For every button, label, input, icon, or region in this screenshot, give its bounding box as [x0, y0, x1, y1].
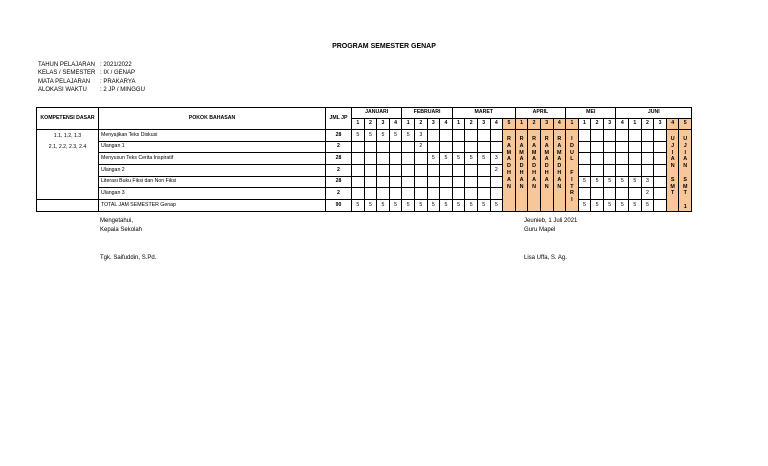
week-value-cell — [465, 130, 478, 142]
meta-row — [38, 61, 145, 69]
header-month: JANUARI — [352, 108, 402, 119]
week-value-cell: 5 — [616, 176, 629, 188]
holiday-label: R A M A D H A N — [519, 136, 524, 190]
week-value-cell — [477, 141, 490, 153]
week-value-cell: 5 — [490, 200, 503, 212]
week-value-cell — [427, 165, 440, 177]
week-value-cell — [490, 130, 503, 142]
week-value-cell — [452, 176, 465, 188]
week-value-cell — [402, 153, 415, 165]
week-value-cell — [616, 130, 629, 142]
week-value-cell — [389, 165, 402, 177]
holiday-cell — [528, 130, 541, 212]
week-value-cell — [591, 130, 604, 142]
week-value-cell — [578, 165, 591, 177]
jml-jp-cell: 28 — [326, 176, 352, 188]
week-value-cell: 5 — [603, 200, 616, 212]
header-kompetensi-dasar: KOMPETENSI DASAR — [37, 108, 99, 130]
table-row — [37, 130, 692, 142]
week-value-cell — [364, 165, 377, 177]
signature-left-line2: Kepala Sekolah — [100, 227, 143, 233]
week-value-cell: 5 — [465, 153, 478, 165]
holiday-label: R A M A D H A N — [544, 136, 549, 190]
week-value-cell — [377, 176, 390, 188]
holiday-label: R A M A D H A N — [506, 136, 512, 190]
week-value-cell — [452, 188, 465, 200]
meta-label: ALOKASI WAKTU — [38, 87, 87, 94]
week-value-cell — [465, 165, 478, 177]
header-week: 5 — [679, 119, 692, 130]
week-value-cell — [591, 188, 604, 200]
meta-row — [38, 69, 145, 77]
header-month: FEBRUARI — [402, 108, 452, 119]
holiday-label: R A M A D H A N — [557, 136, 562, 190]
holiday-label: R A M A D H A N — [531, 136, 537, 190]
holiday-cell — [566, 130, 579, 212]
week-value-cell: 3 — [490, 153, 503, 165]
week-value-cell — [629, 153, 642, 165]
week-value-cell — [629, 141, 642, 153]
pokok-bahasan-cell: TOTAL JAM SEMESTER Genap — [99, 200, 326, 212]
pokok-bahasan-cell: Literasi Buku Fiksi dan Non Fiksi — [99, 176, 326, 188]
header-week: 1 — [402, 119, 415, 130]
header-month: JUNI — [616, 108, 692, 119]
header-month: MARET — [452, 108, 515, 119]
week-value-cell — [364, 141, 377, 153]
week-value-cell — [654, 200, 667, 212]
holiday-label: U J I A N S M T 1 — [682, 136, 688, 210]
week-value-cell — [440, 176, 453, 188]
header-week: 1 — [352, 119, 365, 130]
pokok-bahasan-cell: Ulangan 1 — [99, 141, 326, 153]
week-value-cell — [452, 130, 465, 142]
signature-right-name: Lisa Uffa, S. Ag. — [524, 255, 567, 261]
week-value-cell — [440, 141, 453, 153]
week-value-cell — [364, 153, 377, 165]
week-value-cell — [427, 176, 440, 188]
page-title: PROGRAM SEMESTER GENAP — [332, 43, 436, 50]
header-week: 2 — [364, 119, 377, 130]
signature-left-name: Tgk. Saifuddin, S.Pd. — [100, 255, 157, 261]
holiday-cell — [540, 130, 553, 212]
meta-label: TAHUN PELAJARAN — [38, 62, 95, 68]
week-value-cell: 3 — [414, 130, 427, 142]
signature-right — [524, 217, 577, 235]
jml-jp-cell: 2 — [326, 141, 352, 153]
week-value-cell — [603, 141, 616, 153]
week-value-cell: 5 — [377, 200, 390, 212]
kompetensi-dasar-item: 2.1, 2.2, 2.3, 2.4 — [48, 144, 87, 151]
week-value-cell: 5 — [389, 200, 402, 212]
jml-jp-cell: 2 — [326, 188, 352, 200]
pokok-bahasan-cell: Ulangan 2 — [99, 165, 326, 177]
header-week: 3 — [603, 119, 616, 130]
signature-left — [100, 217, 142, 235]
week-value-cell: 5 — [629, 200, 642, 212]
holiday-cell — [679, 130, 692, 212]
week-value-cell — [654, 165, 667, 177]
week-value-cell: 5 — [578, 200, 591, 212]
document-meta — [38, 61, 145, 95]
week-value-cell: 5 — [440, 200, 453, 212]
jml-jp-cell: 28 — [326, 153, 352, 165]
header-week: 1 — [629, 119, 642, 130]
week-value-cell — [641, 141, 654, 153]
header-week: 3 — [654, 119, 667, 130]
week-value-cell — [364, 176, 377, 188]
schedule-table — [36, 107, 692, 212]
week-value-cell: 5 — [352, 200, 365, 212]
week-value-cell — [352, 176, 365, 188]
table-row — [37, 200, 692, 212]
table-row — [37, 188, 692, 200]
week-value-cell: 5 — [629, 176, 642, 188]
week-value-cell — [654, 141, 667, 153]
week-value-cell — [389, 153, 402, 165]
header-week: 3 — [540, 119, 553, 130]
week-value-cell — [465, 176, 478, 188]
header-week: 4 — [389, 119, 402, 130]
week-value-cell: 3 — [641, 176, 654, 188]
week-value-cell — [603, 165, 616, 177]
header-week: 3 — [377, 119, 390, 130]
week-value-cell: 2 — [414, 141, 427, 153]
meta-value: : IX / GENAP — [100, 70, 136, 77]
week-value-cell — [352, 141, 365, 153]
week-value-cell — [389, 141, 402, 153]
header-week: 4 — [553, 119, 566, 130]
week-value-cell — [427, 188, 440, 200]
header-week: 3 — [427, 119, 440, 130]
week-value-cell: 5 — [402, 200, 415, 212]
meta-label: MATA PELAJARAN — [38, 78, 91, 85]
kompetensi-dasar-cell — [37, 130, 99, 200]
table-row — [37, 141, 692, 153]
week-value-cell — [654, 176, 667, 188]
week-value-cell — [490, 141, 503, 153]
header-week: 4 — [616, 119, 629, 130]
week-value-cell — [452, 165, 465, 177]
week-value-cell — [477, 130, 490, 142]
holiday-cell — [553, 130, 566, 212]
week-value-cell — [389, 188, 402, 200]
week-value-cell: 5 — [377, 130, 390, 142]
week-value-cell — [477, 176, 490, 188]
week-value-cell — [578, 141, 591, 153]
jml-jp-cell: 90 — [326, 200, 352, 212]
week-value-cell — [654, 188, 667, 200]
week-value-cell — [603, 188, 616, 200]
header-week: 4 — [490, 119, 503, 130]
week-value-cell — [414, 165, 427, 177]
header-week: 1 — [578, 119, 591, 130]
week-value-cell — [629, 188, 642, 200]
week-value-cell — [490, 176, 503, 188]
week-value-cell — [629, 130, 642, 142]
header-week: 4 — [666, 119, 679, 130]
header-week: 2 — [528, 119, 541, 130]
week-value-cell — [440, 165, 453, 177]
week-value-cell — [616, 153, 629, 165]
header-week: 2 — [641, 119, 654, 130]
meta-row — [38, 86, 145, 94]
week-value-cell: 5 — [389, 130, 402, 142]
meta-value: : 2 JP / MINGGU — [100, 87, 145, 94]
week-value-cell — [578, 130, 591, 142]
week-value-cell — [603, 153, 616, 165]
week-value-cell — [352, 165, 365, 177]
week-value-cell: 2 — [490, 165, 503, 177]
signature-right-line1: Jeunieb, 1 Juli 2021 — [524, 218, 578, 224]
week-value-cell — [578, 188, 591, 200]
jml-jp-cell: 28 — [326, 130, 352, 142]
header-week: 1 — [566, 119, 579, 130]
week-value-cell — [477, 165, 490, 177]
week-value-cell — [465, 141, 478, 153]
header-month: MEI — [566, 108, 616, 119]
kompetensi-dasar-item: 1.1, 1.2, 1.3 — [53, 133, 82, 139]
table-row — [37, 176, 692, 188]
week-value-cell — [402, 188, 415, 200]
header-week: 4 — [440, 119, 453, 130]
week-value-cell — [654, 130, 667, 142]
week-value-cell — [427, 130, 440, 142]
meta-value: : PRAKARYA — [100, 78, 136, 85]
header-week: 1 — [515, 119, 528, 130]
week-value-cell — [465, 188, 478, 200]
week-value-cell — [364, 188, 377, 200]
holiday-cell — [666, 130, 679, 212]
week-value-cell — [440, 130, 453, 142]
header-week: 2 — [591, 119, 604, 130]
header-jml-jp: JML JP — [326, 108, 352, 130]
week-value-cell: 5 — [440, 153, 453, 165]
week-value-cell — [377, 141, 390, 153]
header-week: 5 — [503, 119, 516, 130]
jml-jp-cell: 2 — [326, 165, 352, 177]
week-value-cell: 5 — [364, 130, 377, 142]
week-value-cell — [654, 153, 667, 165]
holiday-label: U J I A N S M T — [670, 136, 675, 197]
week-value-cell — [591, 165, 604, 177]
week-value-cell — [402, 141, 415, 153]
week-value-cell: 5 — [465, 200, 478, 212]
week-value-cell — [616, 165, 629, 177]
week-value-cell — [389, 176, 402, 188]
table-row — [37, 153, 692, 165]
week-value-cell: 5 — [616, 200, 629, 212]
week-value-cell — [452, 141, 465, 153]
week-value-cell — [641, 130, 654, 142]
week-value-cell — [477, 188, 490, 200]
pokok-bahasan-cell: Menyajikan Teks Diskusi — [99, 130, 326, 142]
week-value-cell — [377, 188, 390, 200]
week-value-cell: 5 — [414, 200, 427, 212]
week-value-cell — [616, 141, 629, 153]
week-value-cell — [603, 130, 616, 142]
table-row — [37, 165, 692, 177]
header-month: APRIL — [515, 108, 565, 119]
week-value-cell: 5 — [427, 153, 440, 165]
header-week: 2 — [414, 119, 427, 130]
week-value-cell — [641, 165, 654, 177]
meta-value: : 2021/2022 — [100, 62, 132, 68]
week-value-cell: 5 — [578, 176, 591, 188]
week-value-cell — [414, 176, 427, 188]
week-value-cell — [414, 153, 427, 165]
signature-right-line2: Guru Mapel — [524, 227, 556, 233]
week-value-cell: 5 — [477, 200, 490, 212]
week-value-cell — [629, 165, 642, 177]
week-value-cell — [578, 153, 591, 165]
meta-row — [38, 78, 145, 86]
pokok-bahasan-cell: Menyusun Teks Cerita Inspiratif — [99, 153, 326, 165]
week-value-cell: 5 — [427, 200, 440, 212]
week-value-cell — [427, 141, 440, 153]
week-value-cell: 5 — [477, 153, 490, 165]
week-value-cell — [402, 176, 415, 188]
week-value-cell — [591, 141, 604, 153]
week-value-cell: 5 — [641, 200, 654, 212]
week-value-cell — [591, 153, 604, 165]
week-value-cell — [616, 188, 629, 200]
week-value-cell — [377, 165, 390, 177]
meta-label: KELAS / SEMESTER — [38, 70, 96, 77]
week-value-cell: 5 — [452, 200, 465, 212]
week-value-cell: 5 — [352, 130, 365, 142]
week-value-cell — [352, 153, 365, 165]
week-value-cell — [414, 188, 427, 200]
week-value-cell — [352, 188, 365, 200]
week-value-cell: 5 — [402, 130, 415, 142]
week-value-cell: 5 — [591, 176, 604, 188]
week-value-cell: 2 — [641, 188, 654, 200]
week-value-cell: 5 — [591, 200, 604, 212]
signature-left-line1: Mengetahui, — [100, 218, 134, 224]
header-week: 1 — [452, 119, 465, 130]
week-value-cell — [440, 188, 453, 200]
week-value-cell — [490, 188, 503, 200]
week-value-cell: 5 — [364, 200, 377, 212]
week-value-cell: 5 — [452, 153, 465, 165]
header-week: 3 — [477, 119, 490, 130]
pokok-bahasan-cell: Ulangan 3 — [99, 188, 326, 200]
week-value-cell — [377, 153, 390, 165]
empty-cell — [37, 200, 99, 212]
holiday-cell — [515, 130, 528, 212]
week-value-cell: 5 — [603, 176, 616, 188]
week-value-cell — [641, 153, 654, 165]
header-pokok-bahasan: POKOK BAHASAN — [99, 108, 326, 130]
holiday-label: I D U L F I T R I — [569, 136, 574, 204]
holiday-cell — [503, 130, 516, 212]
week-value-cell — [402, 165, 415, 177]
header-week: 2 — [465, 119, 478, 130]
